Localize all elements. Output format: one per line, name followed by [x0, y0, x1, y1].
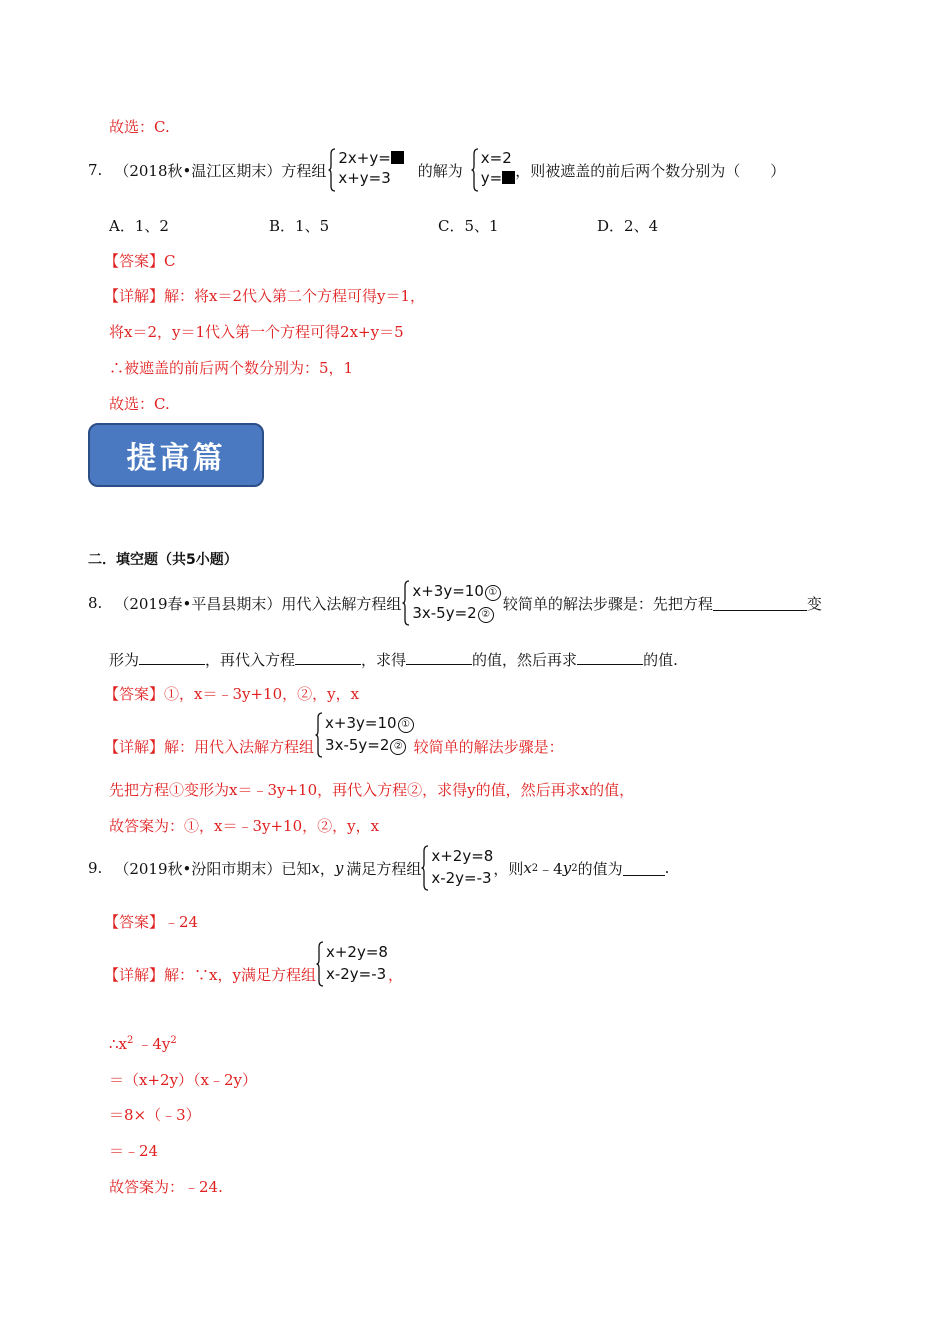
q9-step-3: ＝8×（﹣3）: [109, 1106, 201, 1124]
q7-system-1: [328, 148, 403, 192]
q7-mid-text: 的解为: [417, 161, 463, 180]
q7-system-2: [471, 148, 515, 192]
q8-source: （2019春•平昌县期末）用代入法解方程组: [114, 594, 402, 613]
q9-ask-post: 的值为: [577, 859, 623, 878]
q8-detail-system: [315, 712, 414, 758]
q9-step-1: [109, 1033, 177, 1054]
q9-var-x: x: [311, 859, 320, 877]
answer-tag: 【答案】: [104, 685, 165, 703]
q9-step-5: 故答案为：﹣24.: [109, 1178, 223, 1196]
q9-detail-eq2: x-2y=-3: [325, 965, 387, 983]
q8-system: [402, 580, 501, 626]
q9-comma: ，: [319, 859, 335, 878]
q9-detail-pre: 解：∵x，y满足方程组: [164, 965, 316, 984]
q9-detail-post: ，: [387, 965, 403, 984]
q8-detail-pre: 解：用代入法解方程组: [164, 737, 315, 756]
q9-number: 9.: [88, 859, 103, 877]
q9-system: [421, 845, 493, 891]
q8-question-rest: 较简单的解法步骤是：先把方程: [502, 594, 713, 613]
q7-detail-text: 解：将x＝2代入第二个方程可得y＝1，: [164, 287, 426, 305]
q8-text-a: 形为: [109, 651, 140, 669]
q9-answer: [104, 911, 198, 932]
blank-2: [139, 649, 205, 665]
q9-exp-2: 2: [571, 862, 578, 874]
circled-one-mark: ①: [398, 717, 414, 733]
q8-answer: [104, 683, 359, 704]
q9-step-exp-1: 2: [127, 1035, 134, 1046]
q7-number: 7.: [88, 161, 103, 179]
q9-ask-pre: ，则: [493, 859, 524, 878]
q9-stem: [88, 845, 669, 891]
q7-sys2-eq1: x=2: [480, 149, 512, 167]
q7-question-rest: ，则被遮盖的前后两个数分别为（ ）: [515, 161, 786, 180]
q8-text-e: 的值.: [643, 651, 678, 669]
section-banner: [88, 423, 264, 487]
section-banner-text: 提高篇: [126, 441, 226, 476]
q7-option-b: B．1、5: [269, 217, 330, 235]
detail-tag: 【详解】: [104, 737, 165, 756]
q9-step-1b: ﹣4y: [137, 1035, 171, 1053]
q8-text-c: ，求得: [361, 651, 407, 669]
q9-ask-y: y: [562, 859, 572, 877]
q7-sys1-eq1: 2x+y=: [338, 148, 403, 168]
q7-detail-line-4: 故选：C.: [109, 395, 170, 413]
q7-sys1-eq2: x+y=3: [338, 169, 391, 187]
q9-step-exp-2: 2: [170, 1035, 177, 1046]
detail-tag: 【详解】: [104, 965, 165, 984]
q9-eq1: x+2y=8: [431, 847, 494, 865]
q8-detail-post: 较简单的解法步骤是：: [413, 737, 564, 756]
brace-icon: [315, 712, 323, 758]
blank-4: [406, 649, 472, 665]
q8-eq2: 3x-5y=2 ②: [412, 602, 501, 624]
q9-step-2: ＝（x+2y）（x﹣2y）: [109, 1071, 258, 1089]
q7-option-c: C．5、1: [438, 217, 499, 235]
q7-option-a: A．1、2: [109, 217, 169, 235]
q9-exp-1: 2: [531, 862, 539, 874]
covered-square-icon: [502, 171, 515, 184]
blank-5: [577, 649, 643, 665]
q7-detail-line-2: 将x＝2，y＝1代入第一个方程可得2x+y＝5: [109, 323, 404, 341]
q9-step-4: ＝﹣24: [109, 1142, 159, 1160]
blank-6: [623, 860, 665, 876]
q8-number: 8.: [88, 594, 103, 612]
q8-stem: [88, 580, 822, 626]
q7-answer-value: C: [164, 252, 176, 270]
circled-two-mark: ②: [478, 607, 494, 623]
q6-conclusion: 故选：C.: [109, 118, 170, 136]
q8-answer-value: ①，x＝﹣3y+10，②，y，x: [164, 685, 360, 703]
q9-ask-x: x: [523, 859, 532, 877]
answer-tag: 【答案】: [104, 913, 165, 931]
circled-one-mark: ①: [485, 585, 501, 601]
q9-ask-mid: ﹣4: [538, 859, 563, 878]
q9-detail: [104, 941, 403, 987]
circled-two-mark: ②: [390, 739, 406, 755]
blank-3: [295, 649, 361, 665]
q7-detail-line-3: ∴被遮盖的前后两个数分别为：5，1: [109, 359, 354, 377]
q8-text-d: 的值，然后再求: [472, 651, 578, 669]
brace-icon: [471, 148, 479, 192]
q8-detail-line-3: 先把方程①变形为x＝﹣3y+10，再代入方程②，求得y的值，然后再求x的值，: [109, 781, 635, 799]
section-heading: 二．填空题（共5小题）: [88, 552, 238, 568]
q8-detail: [104, 712, 564, 758]
q8-detail-eq1: x+3y=10 ①: [325, 712, 414, 734]
q9-text-2: 满足方程组: [346, 859, 422, 878]
q7-option-d: D．2、4: [597, 217, 659, 235]
q8-text-b: ，再代入方程: [205, 651, 296, 669]
answer-tag: 【答案】: [104, 252, 165, 270]
q9-eq2: x-2y=-3: [431, 869, 492, 887]
q9-source: （2019秋•汾阳市期末）已知: [114, 859, 312, 878]
q7-detail: [104, 285, 425, 306]
blank-1: [713, 595, 807, 611]
q7-answer: [104, 250, 176, 271]
detail-tag: 【详解】: [104, 287, 165, 305]
q9-var-y: y: [334, 859, 344, 877]
q8-eq1: x+3y=10 ①: [412, 580, 501, 602]
q9-answer-value: ﹣24: [164, 913, 199, 931]
q9-period: .: [664, 859, 670, 877]
q8-line-2: [109, 649, 678, 670]
brace-icon: [402, 580, 410, 626]
q9-detail-system: [316, 941, 388, 987]
q8-detail-eq2: 3x-5y=2 ②: [325, 734, 414, 756]
q7-stem: [88, 148, 785, 192]
q7-source: （2018秋•温江区期末）方程组: [114, 161, 327, 180]
q9-detail-eq1: x+2y=8: [325, 943, 388, 961]
q8-detail-line-4: 故答案为：①，x＝﹣3y+10，②，y，x: [109, 817, 380, 835]
covered-square-icon: [391, 151, 404, 164]
q8-question-end: 变: [806, 594, 822, 613]
brace-icon: [316, 941, 324, 987]
q7-sys2-eq2: y=: [481, 168, 515, 188]
brace-icon: [328, 148, 336, 192]
q9-step-1a: ∴x: [109, 1035, 128, 1053]
brace-icon: [421, 845, 429, 891]
